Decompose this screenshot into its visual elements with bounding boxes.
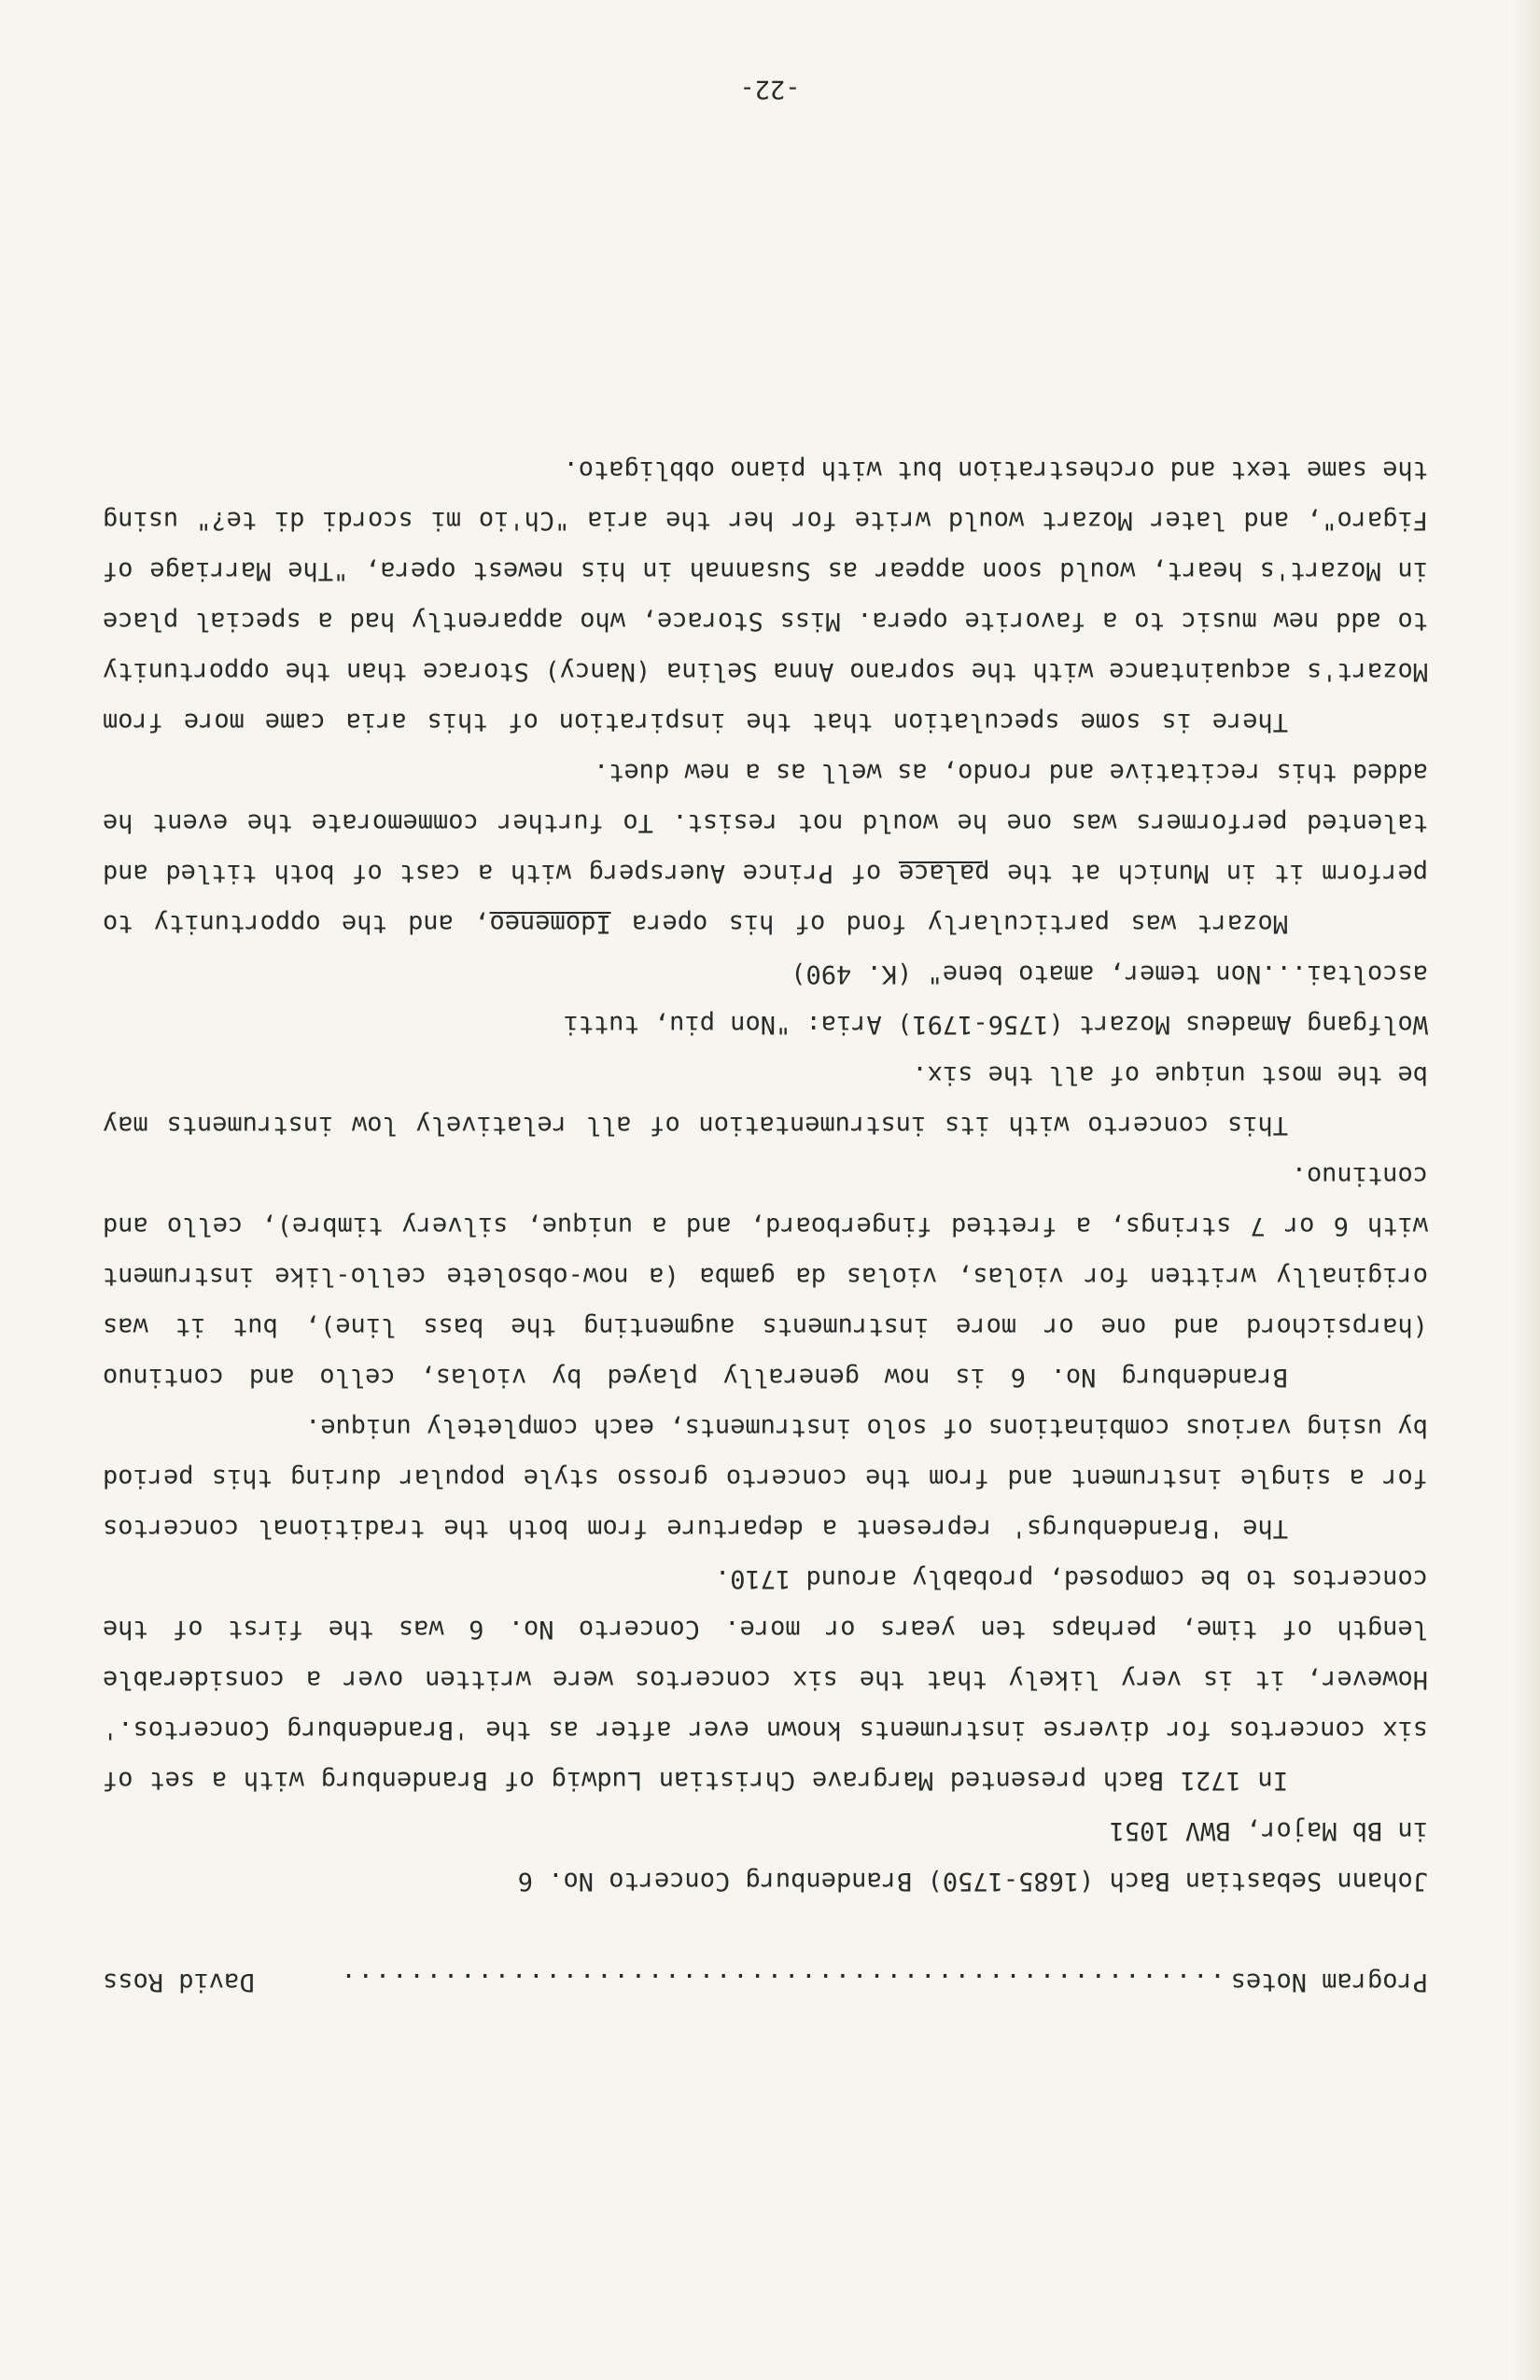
program-notes-header [103,1956,1428,2007]
header-author: David Ross [103,1967,255,1996]
mozart-p1-text-a: Mozart was particularly fond of his opera [610,909,1288,938]
mozart-title-line-2: ascoltai...Non temer, amato bene" (K. 490) [791,959,1428,988]
bach-paragraph-4: This concerto with its instrumentation of all relatively low instruments may be the most unique of all the six. [103,1060,1428,1140]
bach-paragraph-3: Brandenburg No. 6 is now generally played by violas, cello and continuo (harpsichord and one or more instruments augmenting the bass line), but it was originally written for violas, violas da gamba (a now-obsolete cello-like instrument with 6 or 7 strings, a fretted fingerboard, and a unique, silvery timbre), cello and continuo. [103,1161,1428,1392]
opera-title-idomeneo: Idomeneo [489,909,611,938]
bach-paragraph-2: The 'Brandenburgs' represent a departure from both the traditional concertos for a single instrument and from the concerto grosso style popular during this period by using various combinations of solo instruments, each completely unique. [103,1413,1428,1543]
leader-dots: .................................................... [339,1967,1225,1996]
mozart-p1-text-b: , and the opportunity to perform it in Munich at the [103,859,1428,938]
bach-title-line-1: Johann Sebastian Bach (1685-1750) Brandenburg Concerto No. 6 [517,1867,1428,1896]
mozart-paragraph-2: There is some speculation that the inspiration of this aria came more from Mozart's acquaintance with the soprano Anna Selina (Nancy) Storace than the opportunity to add new music to a favorite opera. Miss Storace, who apparently had a special place in Mozart's heart, would soon appear as Susannah in his newest opera, "The Marriage of Figaro", and later Mozart would write for her the aria "Ch'io mi scordi di te?" using the same text and orchestration but with piano obbligato. [103,455,1428,736]
palace-word: palace [898,859,990,888]
bach-section [103,1049,1428,1906]
header-title: Program Notes [1230,1967,1428,1996]
page-number: -22- [739,75,801,104]
bach-paragraph-1: In 1721 Bach presented Margrave Christian Ludwig of Brandenburg with a set of six concertos for diverse instruments known ever after as the 'Brandenburg Concertos.' However, it is very likely that the six concertos were written over a considerable length of time, perhaps ten years or more. Concerto No. 6 was the first of the concertos to be composed, probably around 1710. [103,1564,1428,1795]
mozart-section [103,444,1428,1049]
bach-title-line-2: in Bb Major, BWV 1051 [1109,1816,1428,1845]
mozart-paragraph-1 [103,747,1428,948]
page-content [103,444,1428,2007]
mozart-title-line-1: Wolfgang Amadeus Mozart (1756-1791) Aria: "Non piu, tutti [563,1010,1428,1039]
mozart-p1-text-c: of Prince Auersperg with a cast of both titled and talented performers was one he would not resist. To further commemorate the event he added this recitative and rondo, as well as a new duet. [103,758,1428,888]
page-edge-shadow [1512,0,1540,2380]
